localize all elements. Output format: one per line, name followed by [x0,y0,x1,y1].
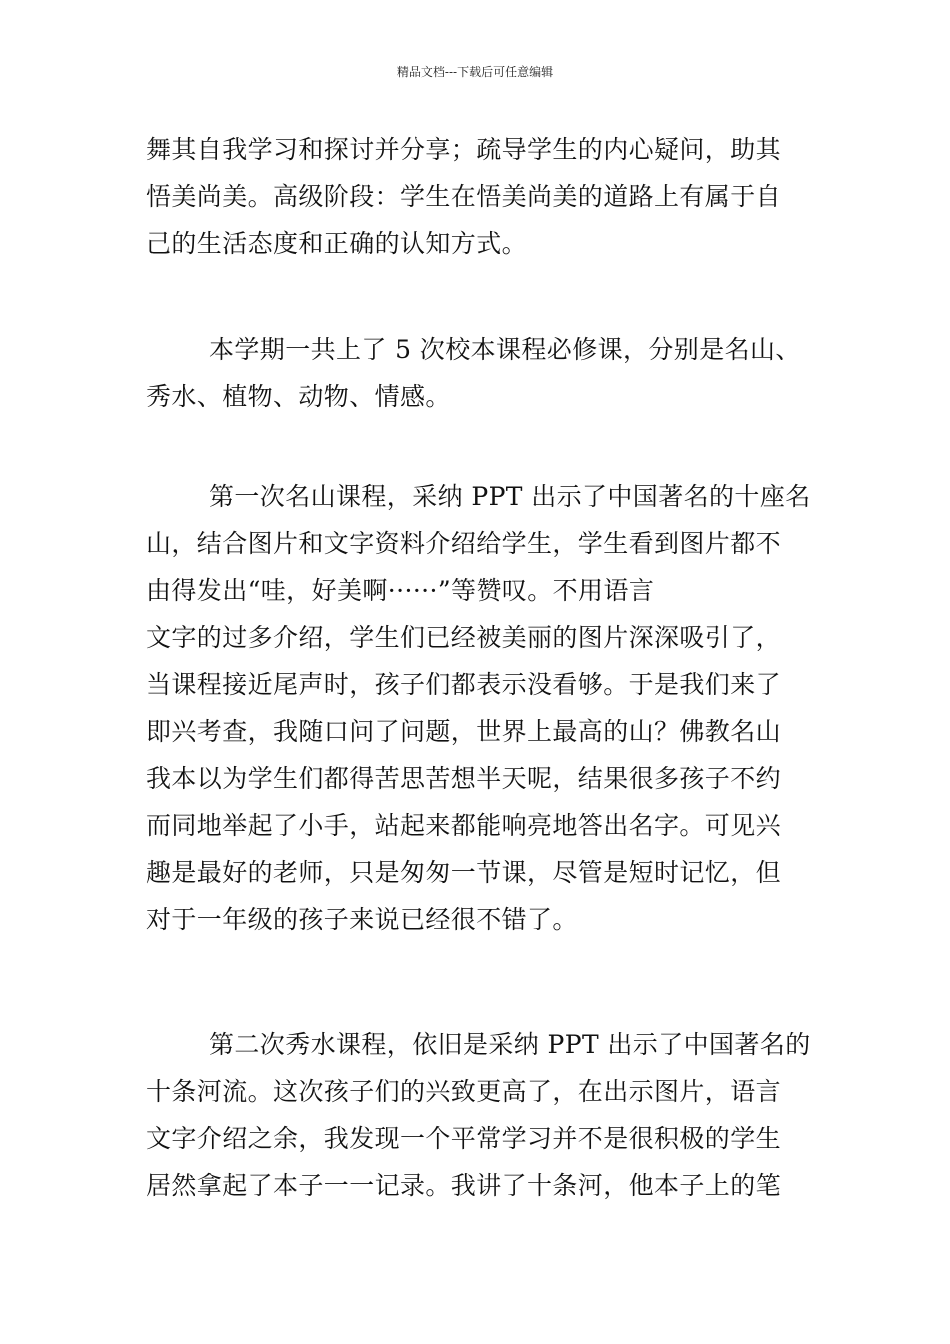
text-line: 文字介绍之余，我发现一个平常学习并不是很积极的学生 [146,1124,782,1153]
text-line: 当课程接近尾声时，孩子们都表示没看够。于是我们来了 [146,670,782,699]
paragraph-4 [146,1021,811,1209]
text-line: 而同地举起了小手，站起来都能响亮地答出名字。可见兴 [146,811,782,840]
text-line: 第二次秀水课程，依旧是采纳 PPT 出示了中国著名的 [209,1030,811,1059]
paragraph-1 [146,126,806,267]
text-line: 悟美尚美。高级阶段：学生在悟美尚美的道路上有属于自 [146,182,782,211]
text-line: 居然拿起了本子一一记录。我讲了十条河，他本子上的笔 [146,1171,782,1200]
text-line: 秀水、植物、动物、情感。 [146,382,451,411]
text-line: 文字的过多介绍，学生们已经被美丽的图片深深吸引了， [146,623,782,652]
text-line: 我本以为学生们都得苦思苦想半天呢，结果很多孩子不约 [146,764,782,793]
paragraph-2 [146,326,806,420]
text-line: 由得发出“哇，好美啊······”等赞叹。不用语言 [146,576,655,605]
text-line: 山，结合图片和文字资料介绍给学生，学生看到图片都不 [146,529,782,558]
paragraph-3 [146,473,811,943]
page-header: 精品文档---下载后可任意编辑 [396,65,554,79]
text-line: 对于一年级的孩子来说已经很不错了。 [146,905,578,934]
text-line: 即兴考查，我随口问了问题，世界上最高的山？佛教名山 [146,717,782,746]
text-line: 十条河流。这次孩子们的兴致更高了，在出示图片，语言 [146,1077,782,1106]
text-line: 本学期一共上了 5 次校本课程必修课，分别是名山、 [209,335,801,364]
text-line: 第一次名山课程，采纳 PPT 出示了中国著名的十座名 [209,482,811,511]
text-line: 己的生活态度和正确的认知方式。 [146,229,528,258]
text-line: 舞其自我学习和探讨并分享；疏导学生的内心疑问，助其 [146,135,782,164]
text-line: 趣是最好的老师，只是匆匆一节课，尽管是短时记忆，但 [146,858,782,887]
